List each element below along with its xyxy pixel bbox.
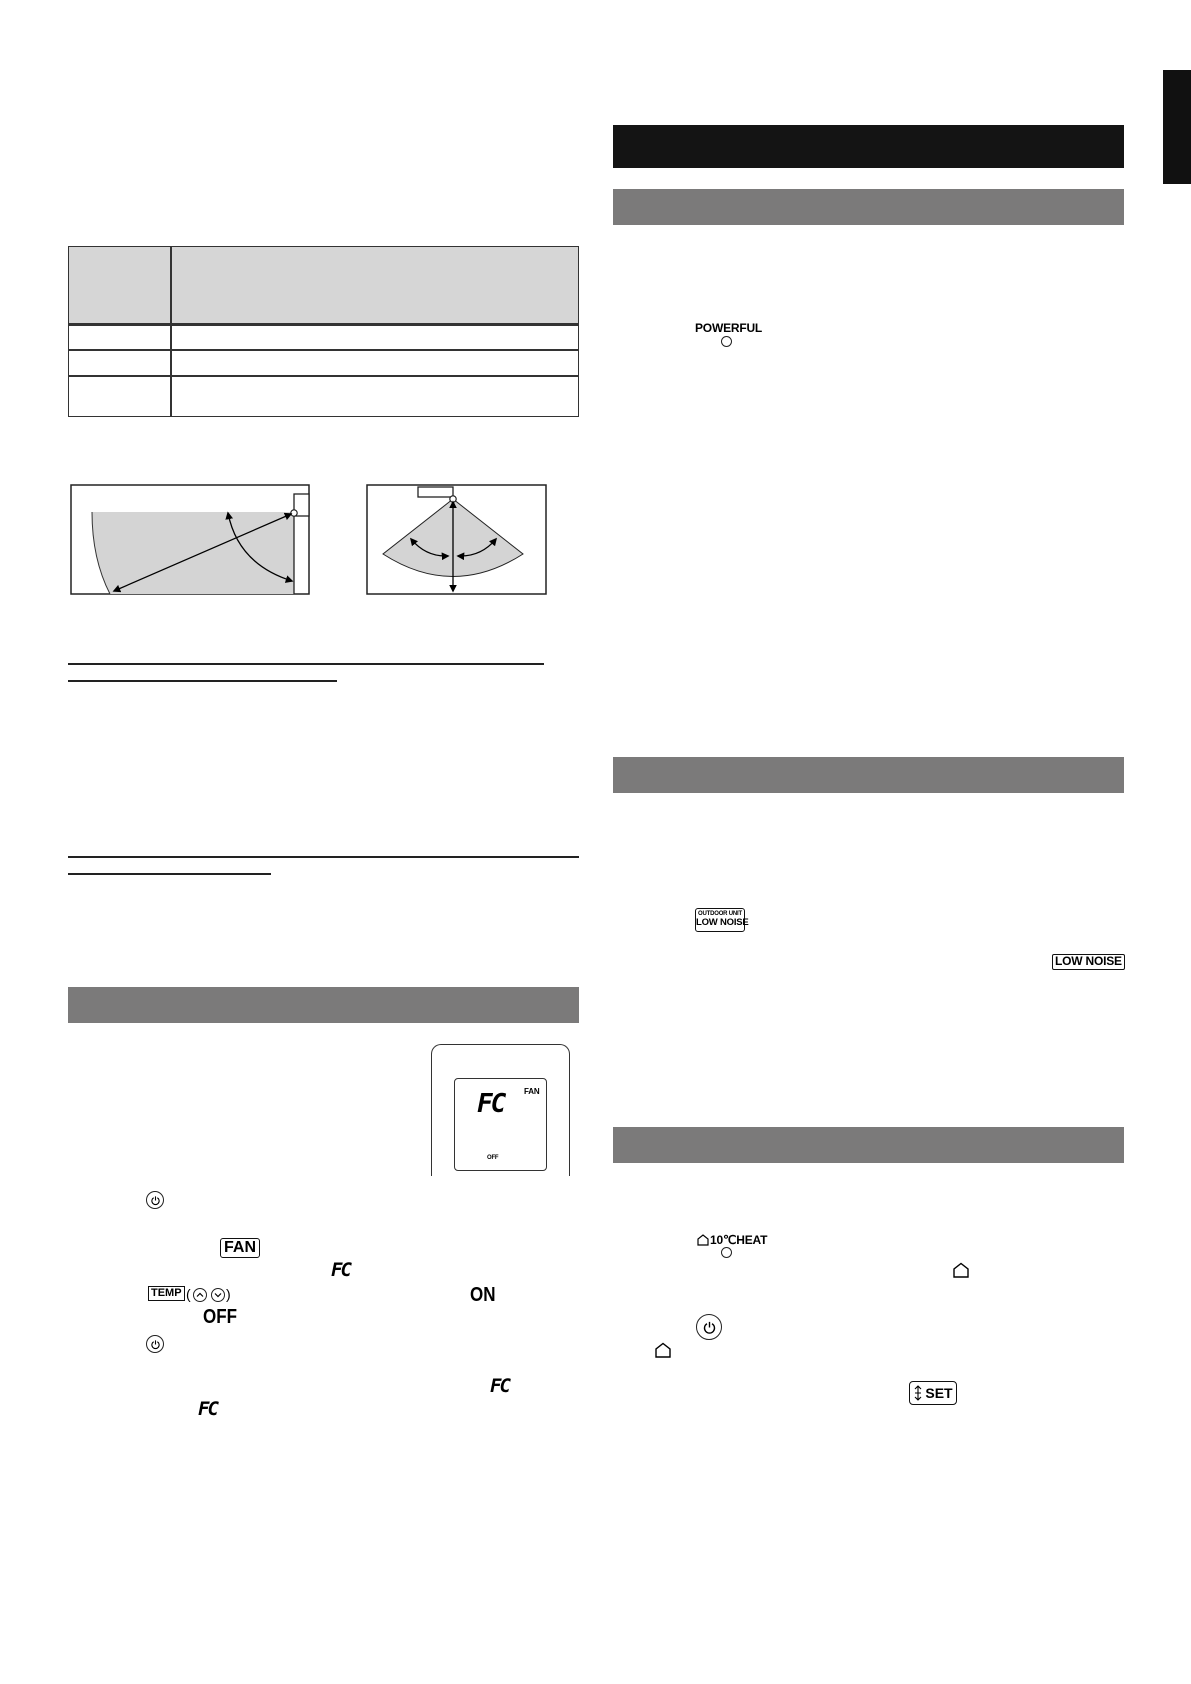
set-button-label: SET — [909, 1381, 957, 1405]
fc-code-icon: FC — [490, 1375, 509, 1397]
remote-controller — [431, 1044, 570, 1176]
down-arrow-circle-icon — [211, 1288, 225, 1302]
fan-button-label: FAN — [220, 1238, 260, 1258]
lcd-code: FC — [477, 1089, 505, 1119]
up-arrow-circle-icon — [193, 1288, 207, 1302]
language-tab — [1163, 70, 1191, 184]
sensor-side-view-diagram — [70, 484, 312, 596]
heat-house-icon — [952, 1262, 970, 1278]
temp-button-label: TEMP — [148, 1286, 185, 1301]
power-button-icon — [146, 1335, 164, 1353]
table-header — [69, 247, 578, 324]
heat-10-label: 10℃HEAT — [710, 1233, 768, 1247]
lcd-mode: FAN — [524, 1087, 540, 1096]
powerful-lamp-icon — [721, 336, 732, 347]
powerful-label: POWERFUL — [695, 321, 763, 335]
power-button-icon — [696, 1314, 722, 1340]
section-title-bar — [613, 125, 1124, 168]
sensor-top-view-diagram — [366, 484, 548, 596]
power-button-icon — [146, 1191, 164, 1209]
heat-house-icon — [696, 1234, 710, 1246]
heat-lamp-icon — [721, 1247, 732, 1258]
section-bar — [613, 1127, 1124, 1163]
heading-underline — [68, 856, 579, 858]
remote-lcd — [454, 1078, 547, 1171]
range-table — [68, 246, 579, 417]
heading-underline — [68, 873, 271, 875]
section-bar — [68, 987, 579, 1023]
off-text: OFF — [203, 1306, 237, 1328]
section-bar — [613, 757, 1124, 793]
swing-icon — [913, 1385, 923, 1401]
heading-underline — [68, 680, 337, 682]
fc-code-icon: FC — [198, 1398, 217, 1420]
on-text: ON — [470, 1284, 496, 1306]
low-noise-indicator-label: LOW NOISE — [1052, 954, 1125, 970]
lcd-status: OFF — [487, 1155, 499, 1161]
heat-house-icon — [654, 1342, 672, 1358]
heading-underline — [68, 663, 544, 665]
outdoor-unit-low-noise-button-label: OUTDOOR UNIT LOW NOISE — [695, 908, 745, 932]
fc-code-icon: FC — [331, 1259, 350, 1281]
section-bar — [613, 189, 1124, 225]
